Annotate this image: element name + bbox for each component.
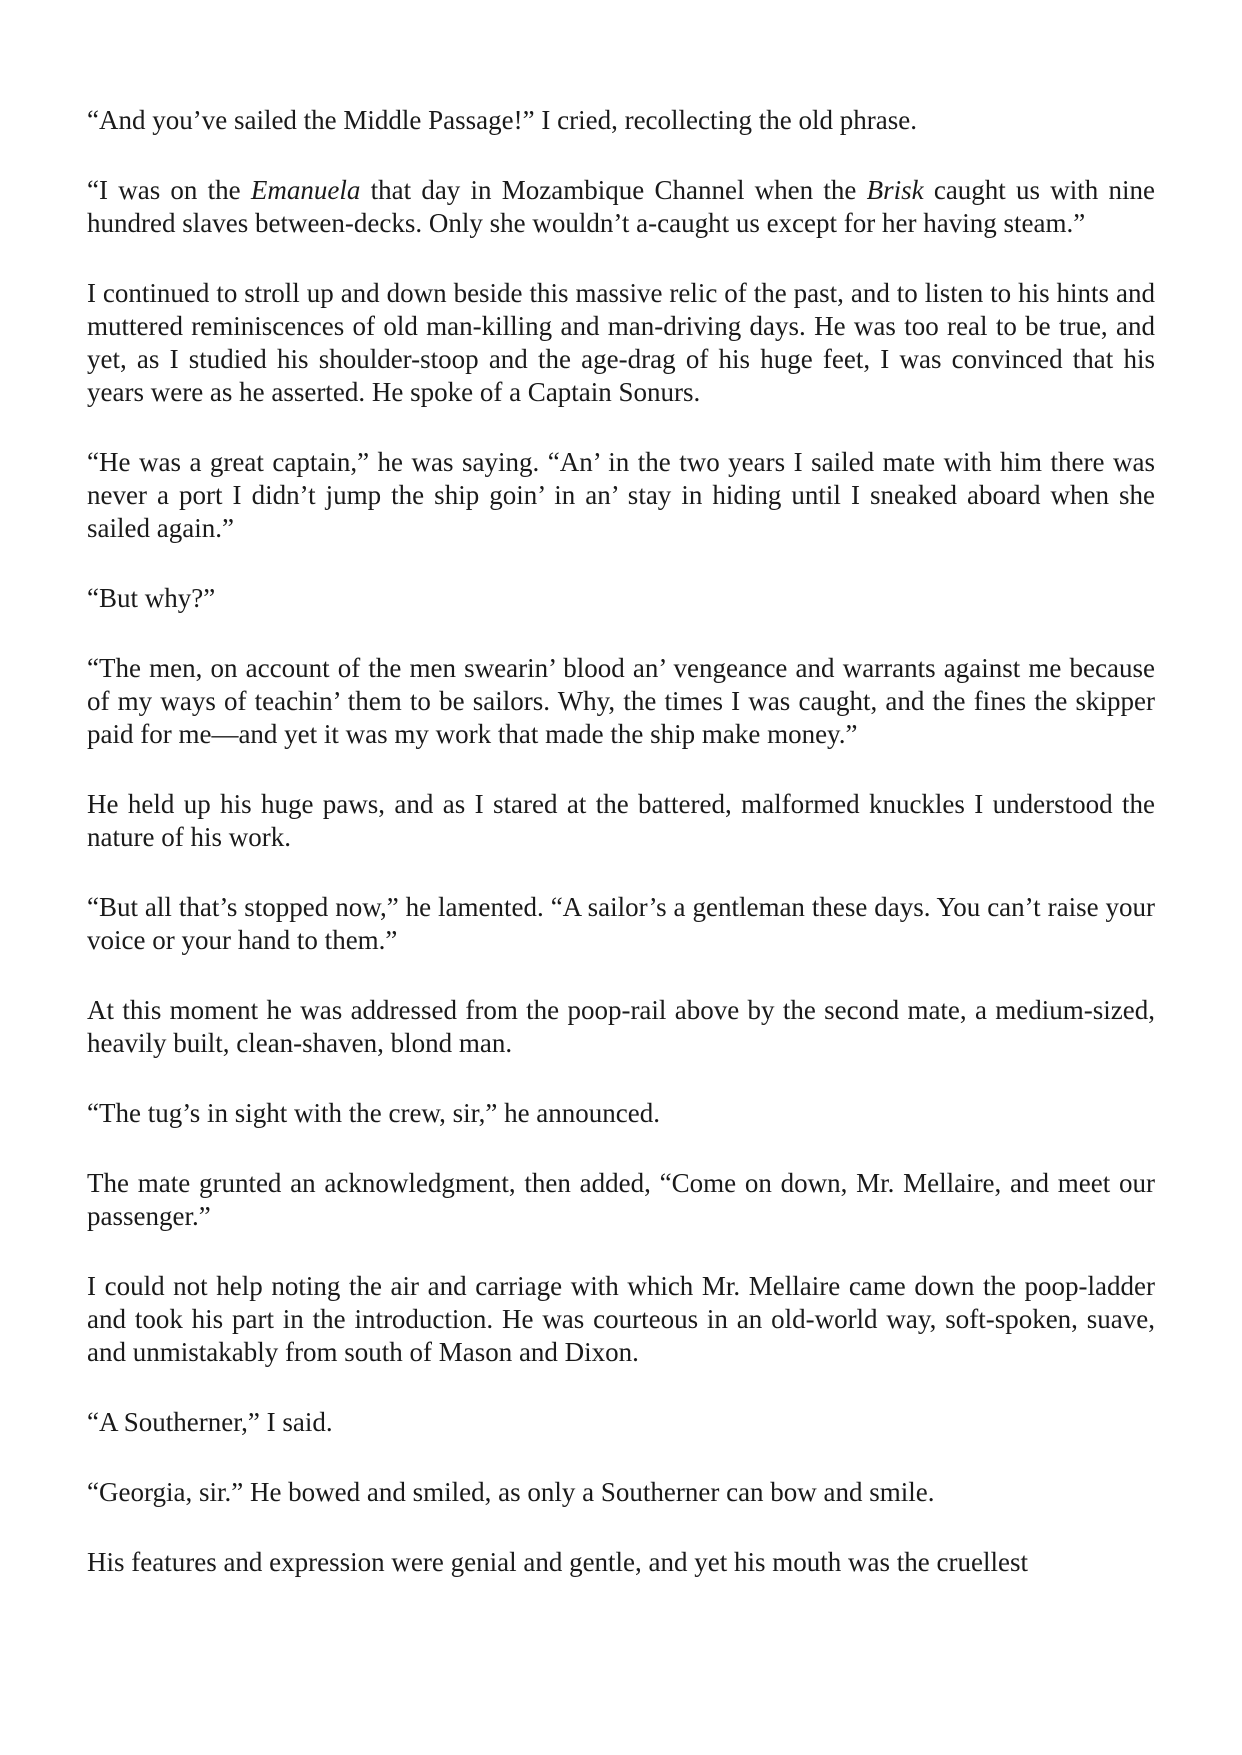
paragraph-text: “A Southerner,” I said.	[87, 1407, 333, 1437]
ship-name-brisk: Brisk	[866, 175, 924, 205]
paragraph	[87, 891, 1155, 957]
paragraph-text: “He was a great captain,” he was saying. “An’ in the two years I sailed mate with him there was never a port I didn’t jump the ship goin’ in an’ stay in hiding until I sneaked aboard when she sailed again.”	[87, 447, 1155, 543]
paragraph	[87, 1476, 1155, 1509]
paragraph-text: I continued to stroll up and down beside this massive relic of the past, and to listen to his hints and muttered reminiscences of old man-killing and man-driving days. He was too real to be true, and yet, as I studied his shoulder-stoop and the age-drag of his huge feet, I was convinced that his years were as he asserted. He spoke of a Captain Sonurs.	[87, 278, 1155, 407]
paragraph-text: He held up his huge paws, and as I stared at the battered, malformed knuckles I understood the nature of his work.	[87, 789, 1155, 852]
paragraph	[87, 994, 1155, 1060]
paragraph	[87, 1406, 1155, 1439]
paragraph-text: “But all that’s stopped now,” he lamented. “A sailor’s a gentleman these days. You can’t raise your voice or your hand to them.”	[87, 892, 1155, 955]
paragraph-text: His features and expression were genial and gentle, and yet his mouth was the cruellest	[87, 1547, 1028, 1577]
paragraph-text: that day in Mozambique Channel when the	[360, 175, 867, 205]
paragraph	[87, 104, 1155, 137]
paragraph-text: caught us with nine hundred slaves between-decks. Only she wouldn’t a-caught us except for her having steam.”	[87, 175, 1155, 238]
paragraph-text: “And you’ve sailed the Middle Passage!” I cried, recollecting the old phrase.	[87, 105, 917, 135]
paragraph-text: At this moment he was addressed from the poop-rail above by the second mate, a medium-sized, heavily built, clean-shaven, blond man.	[87, 995, 1155, 1058]
paragraph	[87, 788, 1155, 854]
paragraph	[87, 1546, 1155, 1579]
paragraph-text: “The men, on account of the men swearin’ blood an’ vengeance and warrants against me because of my ways of teachin’ them to be sailors. Why, the times I was caught, and the fines the skipper paid for me—and yet it was my work that made the ship make money.”	[87, 653, 1155, 749]
paragraph	[87, 1270, 1155, 1369]
paragraph	[87, 1097, 1155, 1130]
paragraph	[87, 582, 1155, 615]
paragraph-text: “I was on the	[87, 175, 251, 205]
paragraph-text: The mate grunted an acknowledgment, then added, “Come on down, Mr. Mellaire, and meet our passenger.”	[87, 1168, 1155, 1231]
paragraph	[87, 652, 1155, 751]
paragraph	[87, 277, 1155, 409]
paragraph	[87, 1167, 1155, 1233]
paragraph-text: “The tug’s in sight with the crew, sir,” he announced.	[87, 1098, 661, 1128]
paragraph-text: “Georgia, sir.” He bowed and smiled, as only a Southerner can bow and smile.	[87, 1477, 935, 1507]
paragraph	[87, 174, 1155, 240]
ship-name-emanuela: Emanuela	[250, 175, 361, 205]
paragraph-text: “But why?”	[87, 583, 216, 613]
paragraph	[87, 446, 1155, 545]
paragraph-text: I could not help noting the air and carriage with which Mr. Mellaire came down the poop-ladder and took his part in the introduction. He was courteous in an old-world way, soft-spoken, suave, and unmistakably from south of Mason and Dixon.	[87, 1271, 1155, 1367]
document-page	[87, 104, 1155, 1579]
